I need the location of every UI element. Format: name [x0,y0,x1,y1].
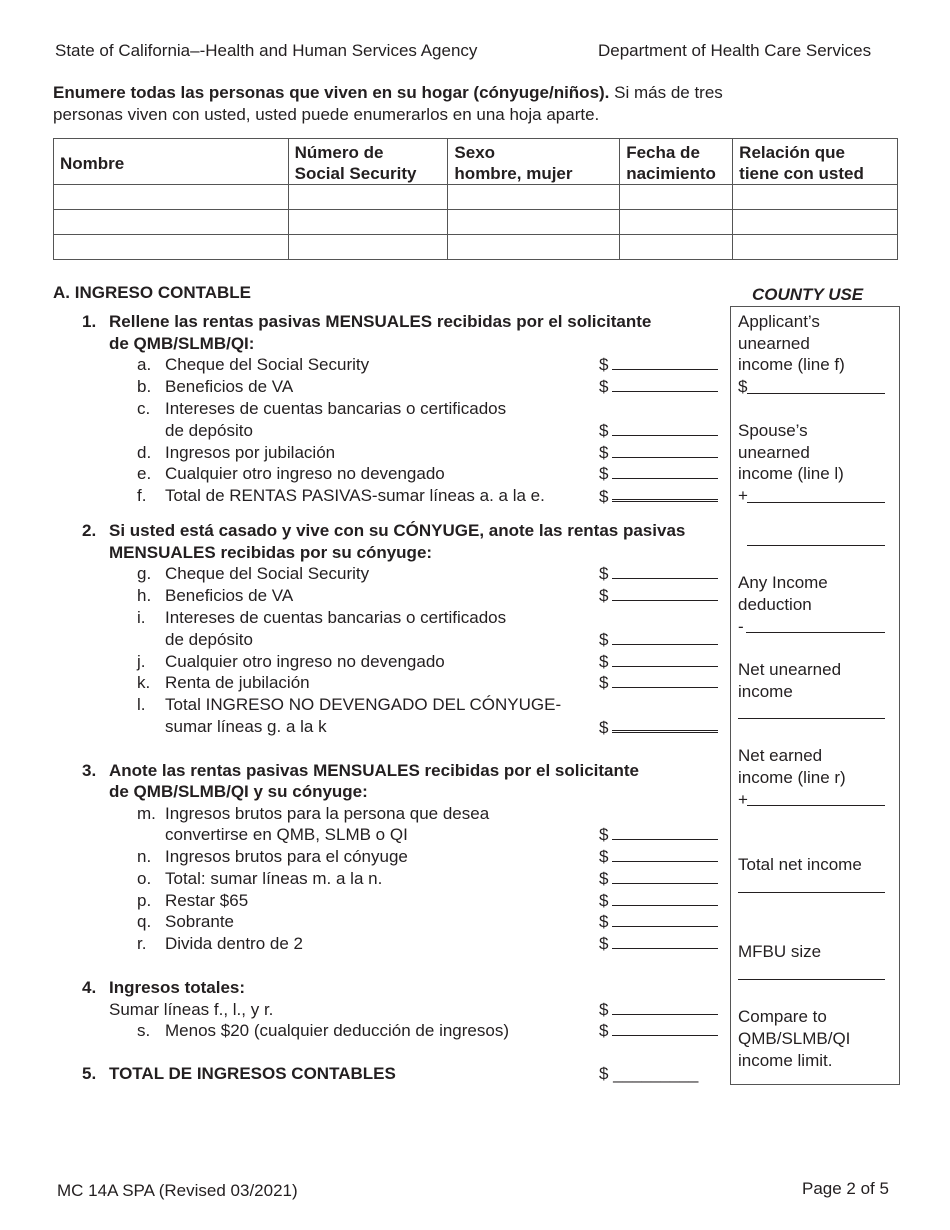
item-r-text: Divida dentro de 2 [165,934,303,953]
item-l-text2: sumar líneas g. a la k [165,717,327,736]
s4-sub: Sumar líneas f., l., y r. [109,1000,274,1019]
amount-field-d[interactable]: $ [599,442,718,464]
s5-title: TOTAL DE INGRESOS CONTABLES [109,1064,396,1083]
cell-input[interactable] [733,185,898,210]
county-compare-3: income limit. [738,1051,833,1070]
item-i-text2: de depósito [165,630,253,649]
item-letter: o. [137,869,152,888]
item-s-text: Menos $20 (cualquier deducción de ingresos) [165,1021,509,1040]
item-l-text: Total INGRESO NO DEVENGADO DEL CÓNYUGE- [165,695,562,714]
amount-field-total[interactable]: $ [599,999,718,1021]
s3-num: 3. [82,761,97,780]
county-net-unearned-2: income [738,682,793,701]
item-i-text: Intereses de cuentas bancarias o certificados [165,608,507,627]
cell-input[interactable] [54,210,289,235]
item-letter: d. [137,443,152,462]
col-ssn: Número de Social Security [288,139,448,185]
item-letter: n. [137,847,152,866]
county-applicant-1: Applicant’s [738,312,820,331]
item-letter: j. [137,652,146,671]
county-deduction-1: Any Income [738,573,828,592]
table-row [54,235,898,260]
s4-title: Ingresos totales: [109,978,246,997]
cell-input[interactable] [620,210,733,235]
item-letter: f. [137,486,147,505]
county-spouse-line[interactable] [747,502,885,503]
item-letter: r. [137,934,147,953]
item-m-text: Ingresos brutos para la persona que desea [165,804,490,823]
s5-num: 5. [82,1064,97,1083]
item-letter: e. [137,464,152,483]
s1-heading-1: Rellene las rentas pasivas MENSUALES recibidas por el solicitante [109,312,652,331]
s3-heading-1: Anote las rentas pasivas MENSUALES recibidas por el solicitante [109,761,640,780]
item-m-text2: convertirse en QMB, SLMB o QI [165,825,408,844]
county-spouse-1: Spouse’s [738,421,808,440]
item-letter: h. [137,586,152,605]
cell-input[interactable] [620,235,733,260]
intro-bold: Enumere todas las personas que viven en su hogar (cónyuge/niños). [53,83,610,102]
header-department: Department of Health Care Services [598,41,872,60]
amount-field-g[interactable]: $ [599,563,718,585]
s2-num: 2. [82,521,97,540]
cell-input[interactable] [288,185,448,210]
amount-field-b[interactable]: $ [599,376,718,398]
s3-heading-2: de QMB/SLMB/QI y su cónyuge: [109,782,368,801]
s1-num: 1. [82,312,97,331]
cell-input[interactable] [448,235,620,260]
item-letter: m. [137,804,156,823]
s4-num: 4. [82,978,97,997]
item-a-text: Cheque del Social Security [165,355,370,374]
amount-field-r[interactable]: $ [599,933,718,955]
county-deduction-line[interactable] [746,632,885,633]
cell-input[interactable] [620,185,733,210]
item-b-text: Beneficios de VA [165,377,294,396]
item-e-text: Cualquier otro ingreso no devengado [165,464,445,483]
county-mfbu: MFBU size [738,942,822,961]
item-g-text: Cheque del Social Security [165,564,370,583]
county-net-earned-2: income (line r) [738,768,846,787]
amount-field-k[interactable]: $ [599,672,718,694]
cell-input[interactable] [54,235,289,260]
item-h-text: Beneficios de VA [165,586,294,605]
county-applicant-line[interactable] [747,393,885,394]
table-row [54,185,898,210]
intro-line2: personas viven con usted, usted puede enumerarlos en una hoja aparte. [53,105,600,124]
s2-heading-1: Si usted está casado y vive con su CÓNYUGE, anote las rentas pasivas [109,521,686,540]
county-applicant-3: income (line f) [738,355,845,374]
amount-field-c[interactable]: $ [599,420,718,442]
item-k-text: Renta de jubilación [165,673,310,692]
county-compare-2: QMB/SLMB/QI [738,1029,851,1048]
amount-field-s[interactable]: $ [599,1020,718,1042]
county-spouse-prefix: + [738,486,748,505]
table-row [54,210,898,235]
footer-page-number: Page 2 of 5 [802,1179,889,1198]
cell-input[interactable] [448,185,620,210]
item-letter: b. [137,377,152,396]
amount-field-a[interactable]: $ [599,354,718,376]
cell-input[interactable] [288,210,448,235]
intro-text [53,82,723,104]
col-relacion: Relación que tiene con usted [733,139,898,185]
item-letter: i. [137,608,146,627]
item-c-text: Intereses de cuentas bancarias o certificados [165,399,507,418]
amount-field-e[interactable]: $ [599,463,718,485]
amount-field-q[interactable]: $ [599,911,718,933]
county-net-earned-1: Net earned [738,746,823,765]
cell-input[interactable] [733,210,898,235]
household-table [53,138,898,260]
amount-field-o[interactable]: $ [599,868,718,890]
amount-field-f[interactable]: $ [599,485,718,508]
intro-rest: Si más de tres [609,83,723,102]
amount-field-p[interactable]: $ [599,890,718,912]
amount-field-m[interactable]: $ [599,824,718,846]
item-letter: l. [137,695,146,714]
item-letter: p. [137,891,152,910]
item-letter: k. [137,673,151,692]
county-net-earned-line[interactable] [747,805,885,806]
cell-input[interactable] [733,235,898,260]
col-fecha: Fecha de nacimiento [620,139,733,185]
amount-field-l[interactable]: $ [599,716,718,739]
item-f-text: Total de RENTAS PASIVAS-sumar líneas a. a la e. [165,486,545,505]
s1-heading-2: de QMB/SLMB/QI: [109,334,255,353]
item-c-text2: de depósito [165,421,253,440]
s2-heading-2: MENSUALES recibidas por su cónyuge: [109,543,433,562]
county-net-unearned-1: Net unearned [738,660,842,679]
household-header-row [54,139,898,185]
item-letter: g. [137,564,152,583]
item-j-text: Cualquier otro ingreso no devengado [165,652,445,671]
item-q-text: Sobrante [165,912,234,931]
county-spouse-3: income (line l) [738,464,844,483]
amount-field-n[interactable]: $ [599,846,718,868]
col-nombre: Nombre [54,139,289,185]
county-applicant-prefix: $ [738,377,748,396]
item-letter: q. [137,912,152,931]
county-subtotal-line[interactable] [747,545,885,546]
county-total-net-line[interactable] [738,892,885,893]
amount-field-i[interactable]: $ [599,629,718,651]
item-n-text: Ingresos brutos para el cónyuge [165,847,408,866]
county-mfbu-line[interactable] [738,979,885,980]
county-compare-1: Compare to [738,1007,827,1026]
county-total-net: Total net income [738,855,862,874]
county-net-unearned-line[interactable] [738,718,885,719]
county-deduction-2: deduction [738,595,812,614]
amount-field-h[interactable]: $ [599,585,718,607]
county-net-earned-prefix: + [738,790,748,809]
amount-field-total-countable[interactable]: $ _________ [599,1064,699,1083]
item-o-text: Total: sumar líneas m. a la n. [165,869,383,888]
item-letter: s. [137,1021,151,1040]
cell-input[interactable] [54,185,289,210]
item-p-text: Restar $65 [165,891,249,910]
county-spouse-2: unearned [738,443,810,462]
header-agency: State of California–-Health and Human Services Agency [55,41,478,60]
amount-field-j[interactable]: $ [599,651,718,673]
cell-input[interactable] [288,235,448,260]
col-sexo: Sexo hombre, mujer [448,139,620,185]
county-deduction-prefix: - [738,617,744,636]
item-letter: a. [137,355,152,374]
item-letter: c. [137,399,151,418]
footer-form-id: MC 14A SPA (Revised 03/2021) [57,1181,298,1200]
item-d-text: Ingresos por jubilación [165,443,336,462]
county-applicant-2: unearned [738,334,810,353]
cell-input[interactable] [448,210,620,235]
county-use-title: COUNTY USE [752,285,864,304]
section-a-title: A. INGRESO CONTABLE [53,283,252,302]
